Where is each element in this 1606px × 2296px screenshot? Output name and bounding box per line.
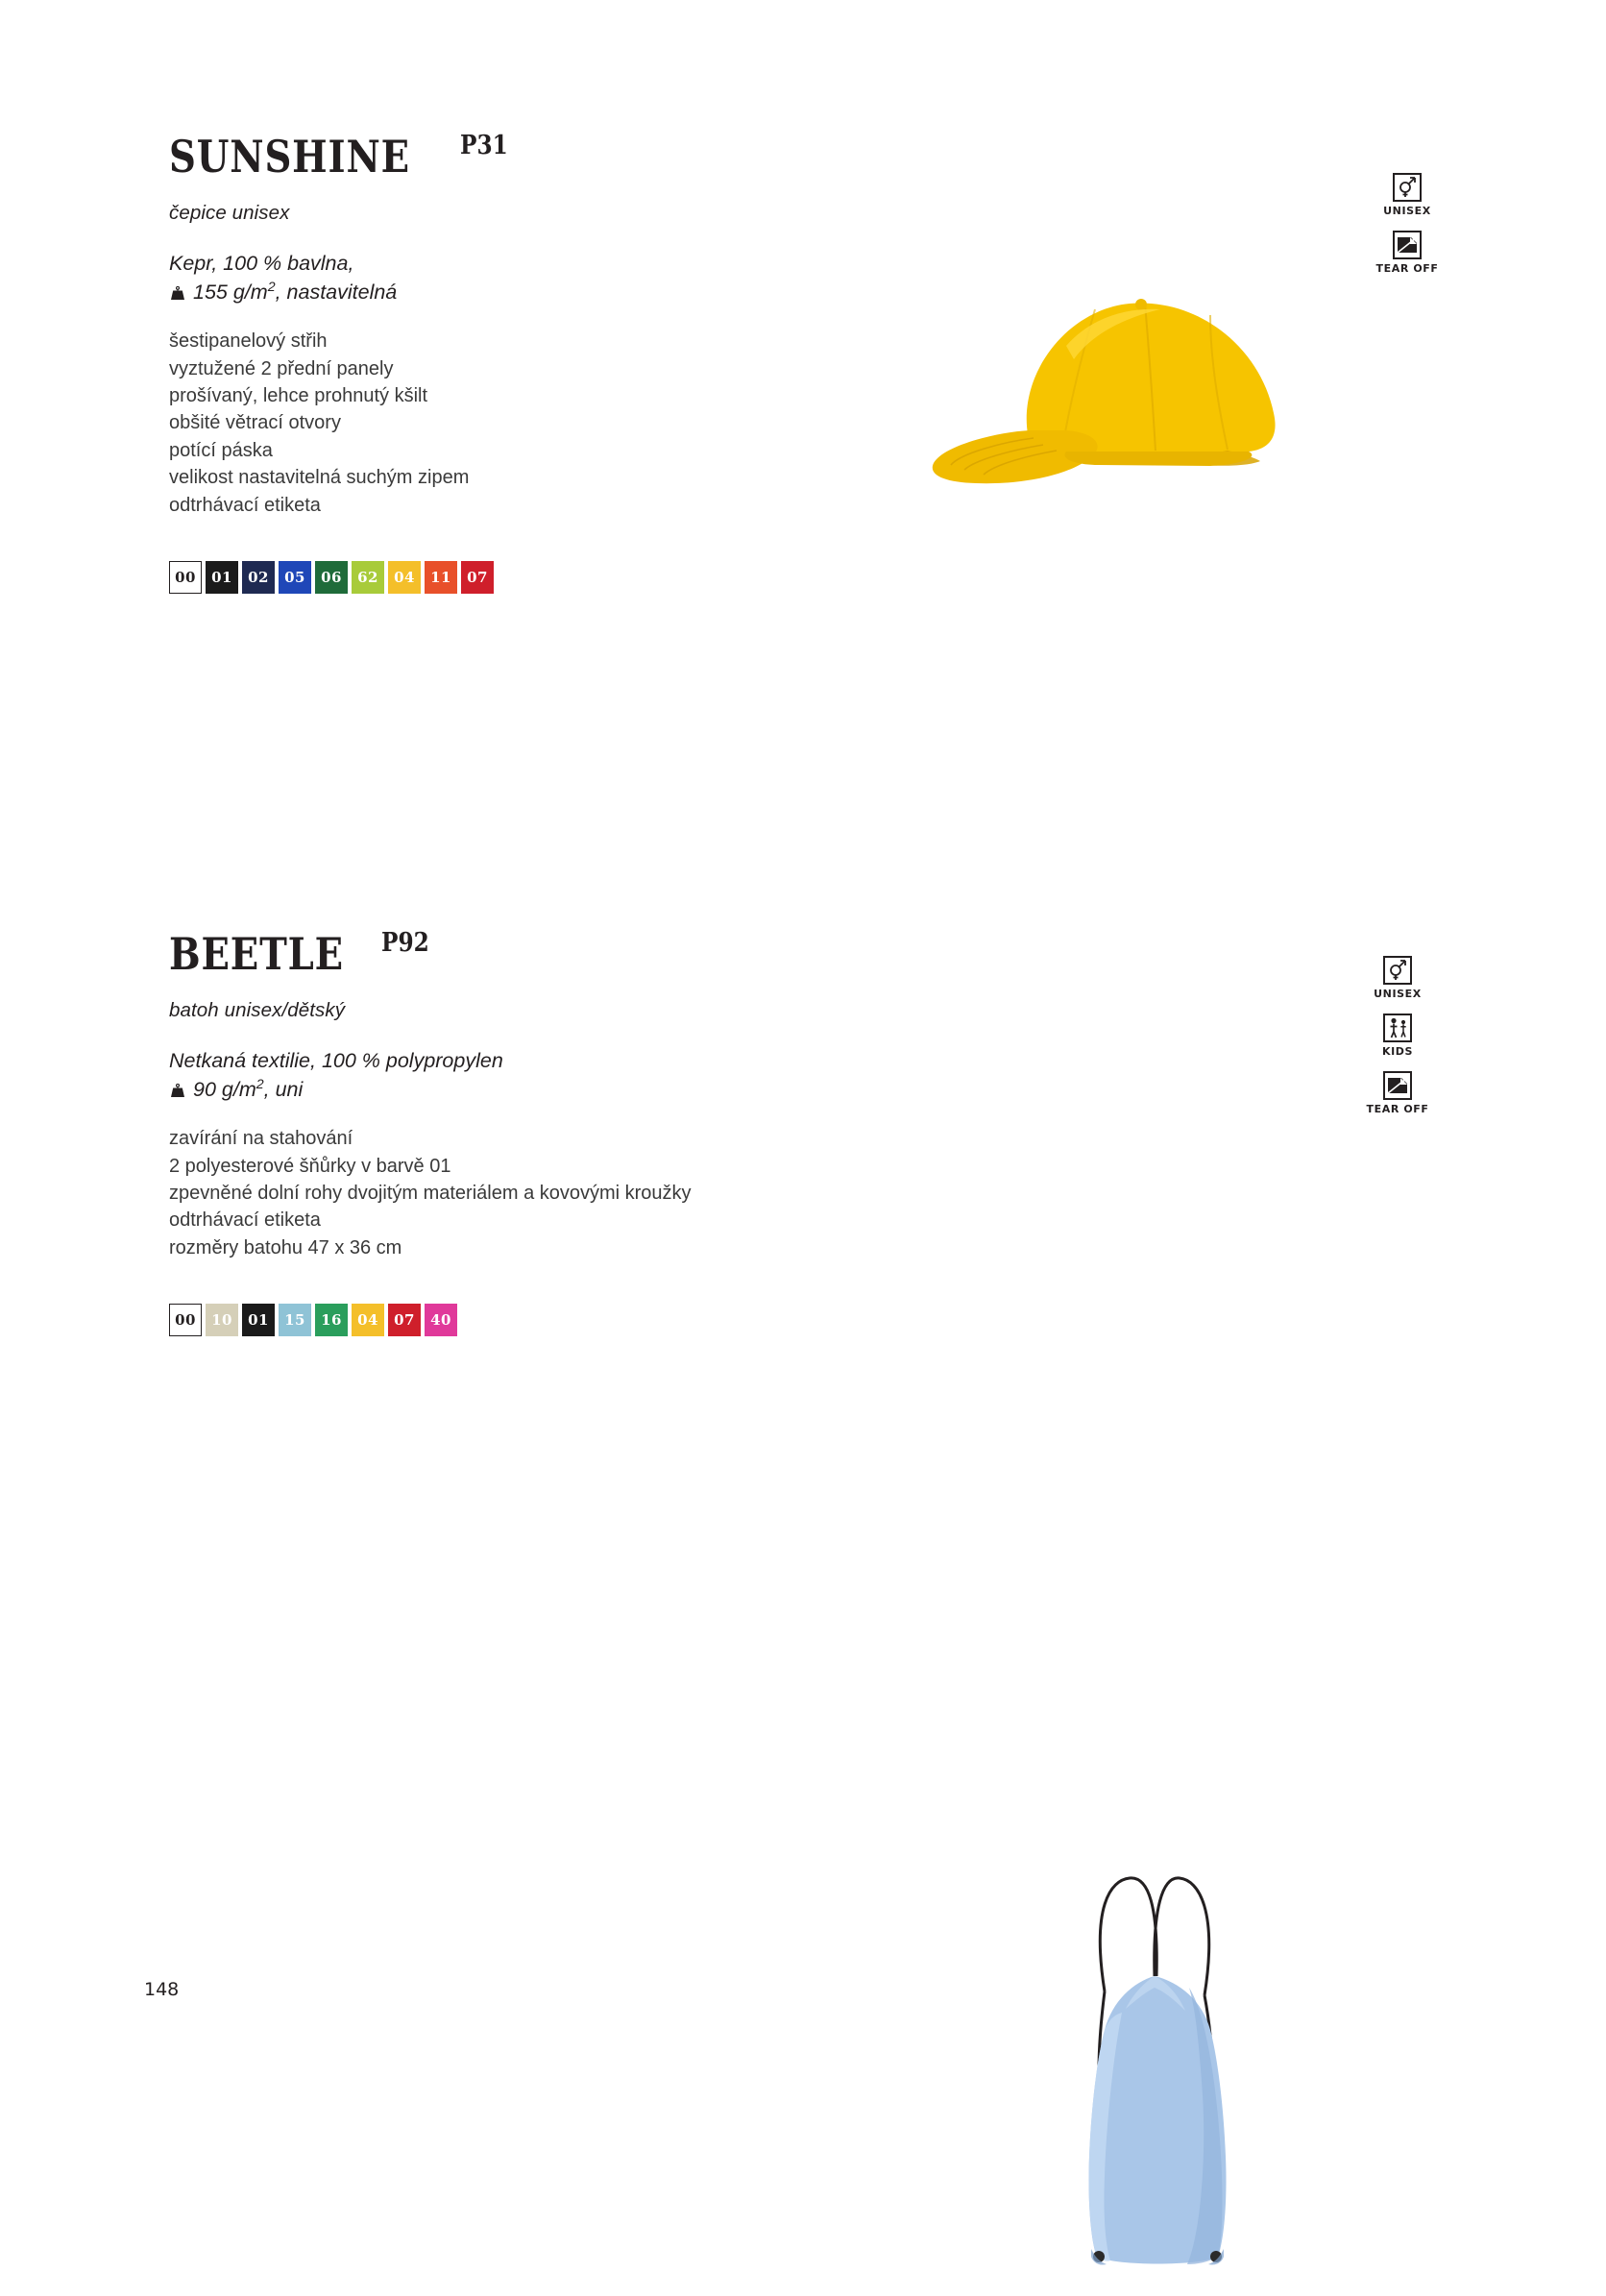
product-info-column (169, 928, 899, 1336)
feature-item: odtrhávací etiketa (169, 494, 321, 516)
color-swatch[interactable]: 04 (352, 1304, 384, 1336)
color-swatch[interactable]: 00 (169, 1304, 202, 1336)
material-line-1: Kepr, 100 % bavlna, (169, 252, 354, 275)
color-swatch[interactable]: 01 (242, 1304, 275, 1336)
feature-item: prošívaný, lehce prohnutý kšilt (169, 385, 428, 407)
feature-item: potící páska (169, 439, 273, 461)
feature-item: 2 polyesterové šňůrky v barvě 01 (169, 1155, 451, 1177)
product-subtitle: batoh unisex/dětský (169, 999, 346, 1021)
feature-item: zavírání na stahování (169, 1128, 353, 1150)
feature-item: šestipanelový střih (169, 330, 328, 353)
color-swatch[interactable]: 10 (206, 1304, 238, 1336)
color-swatch-list (169, 561, 841, 594)
tear-off-icon (1383, 1071, 1412, 1100)
pictogram-unisex (1354, 956, 1441, 1000)
page-number: 148 (144, 1979, 180, 2000)
color-swatch[interactable]: 15 (279, 1304, 311, 1336)
color-swatch[interactable]: 62 (352, 561, 384, 594)
unisex-icon (1393, 173, 1422, 202)
color-swatch[interactable]: 04 (388, 561, 421, 594)
pictogram-label: TEAR OFF (1366, 1103, 1429, 1115)
color-swatch[interactable]: 07 (461, 561, 494, 594)
product-name: SUNSHINE (169, 131, 410, 183)
color-swatch[interactable]: 06 (315, 561, 348, 594)
product-name: BEETLE (169, 928, 344, 980)
unisex-icon (1383, 956, 1412, 985)
product-code: P31 (459, 131, 508, 160)
color-swatch[interactable]: 16 (315, 1304, 348, 1336)
product-features (169, 1125, 899, 1261)
pictogram-kids (1354, 1014, 1441, 1058)
product-photo-cap (922, 259, 1326, 490)
color-swatch[interactable]: 00 (169, 561, 202, 594)
product-material (169, 1047, 899, 1104)
product-code: P92 (380, 928, 429, 958)
weight-icon (169, 281, 186, 295)
feature-item: velikost nastavitelná suchým zipem (169, 467, 470, 489)
feature-item: rozměry batohu 47 x 36 cm (169, 1236, 402, 1258)
feature-item: zpevněné dolní rohy dvojitým materiálem a kovovými kroužky (169, 1183, 692, 1205)
feature-item: obšité větrací otvory (169, 412, 341, 434)
product-photo-bag (999, 1869, 1316, 2291)
pictogram-label: TEAR OFF (1375, 262, 1439, 275)
color-swatch[interactable]: 07 (388, 1304, 421, 1336)
pictogram-label: UNISEX (1374, 988, 1422, 1000)
color-swatch[interactable]: 05 (279, 561, 311, 594)
product-info-column (169, 131, 841, 594)
material-weight-exponent: 2 (256, 1076, 264, 1092)
pictogram-label: KIDS (1381, 1045, 1414, 1058)
product-title-row (169, 928, 899, 980)
pictogram-unisex (1364, 173, 1450, 217)
weight-icon (169, 1078, 186, 1092)
product-subtitle: čepice unisex (169, 202, 290, 224)
color-swatch[interactable]: 02 (242, 561, 275, 594)
feature-item: odtrhávací etiketa (169, 1209, 321, 1232)
color-swatch[interactable]: 40 (425, 1304, 457, 1336)
material-weight-exponent: 2 (267, 279, 276, 295)
pictogram-column (1354, 956, 1441, 1129)
product-title-row (169, 131, 841, 183)
feature-item: vyztužené 2 přední panely (169, 357, 394, 379)
material-line-2 (169, 279, 841, 307)
color-swatch[interactable]: 01 (206, 561, 238, 594)
material-weight: 155 $g/m^2$, nastavitelná (193, 279, 398, 304)
pictogram-tear-off (1364, 231, 1450, 275)
kids-icon (1383, 1014, 1412, 1042)
material-weight: 90 $g/m^2$, uni (193, 1076, 304, 1101)
pictogram-column (1364, 173, 1450, 288)
product-material (169, 250, 841, 306)
pictogram-tear-off (1354, 1071, 1441, 1115)
pictogram-label: UNISEX (1383, 205, 1431, 217)
material-line-1: Netkaná textilie, 100 % polypropylen (169, 1049, 503, 1072)
material-line-2 (169, 1076, 899, 1105)
color-swatch[interactable]: 11 (425, 561, 457, 594)
tear-off-icon (1393, 231, 1422, 259)
color-swatch-list (169, 1304, 899, 1336)
product-features (169, 328, 841, 519)
